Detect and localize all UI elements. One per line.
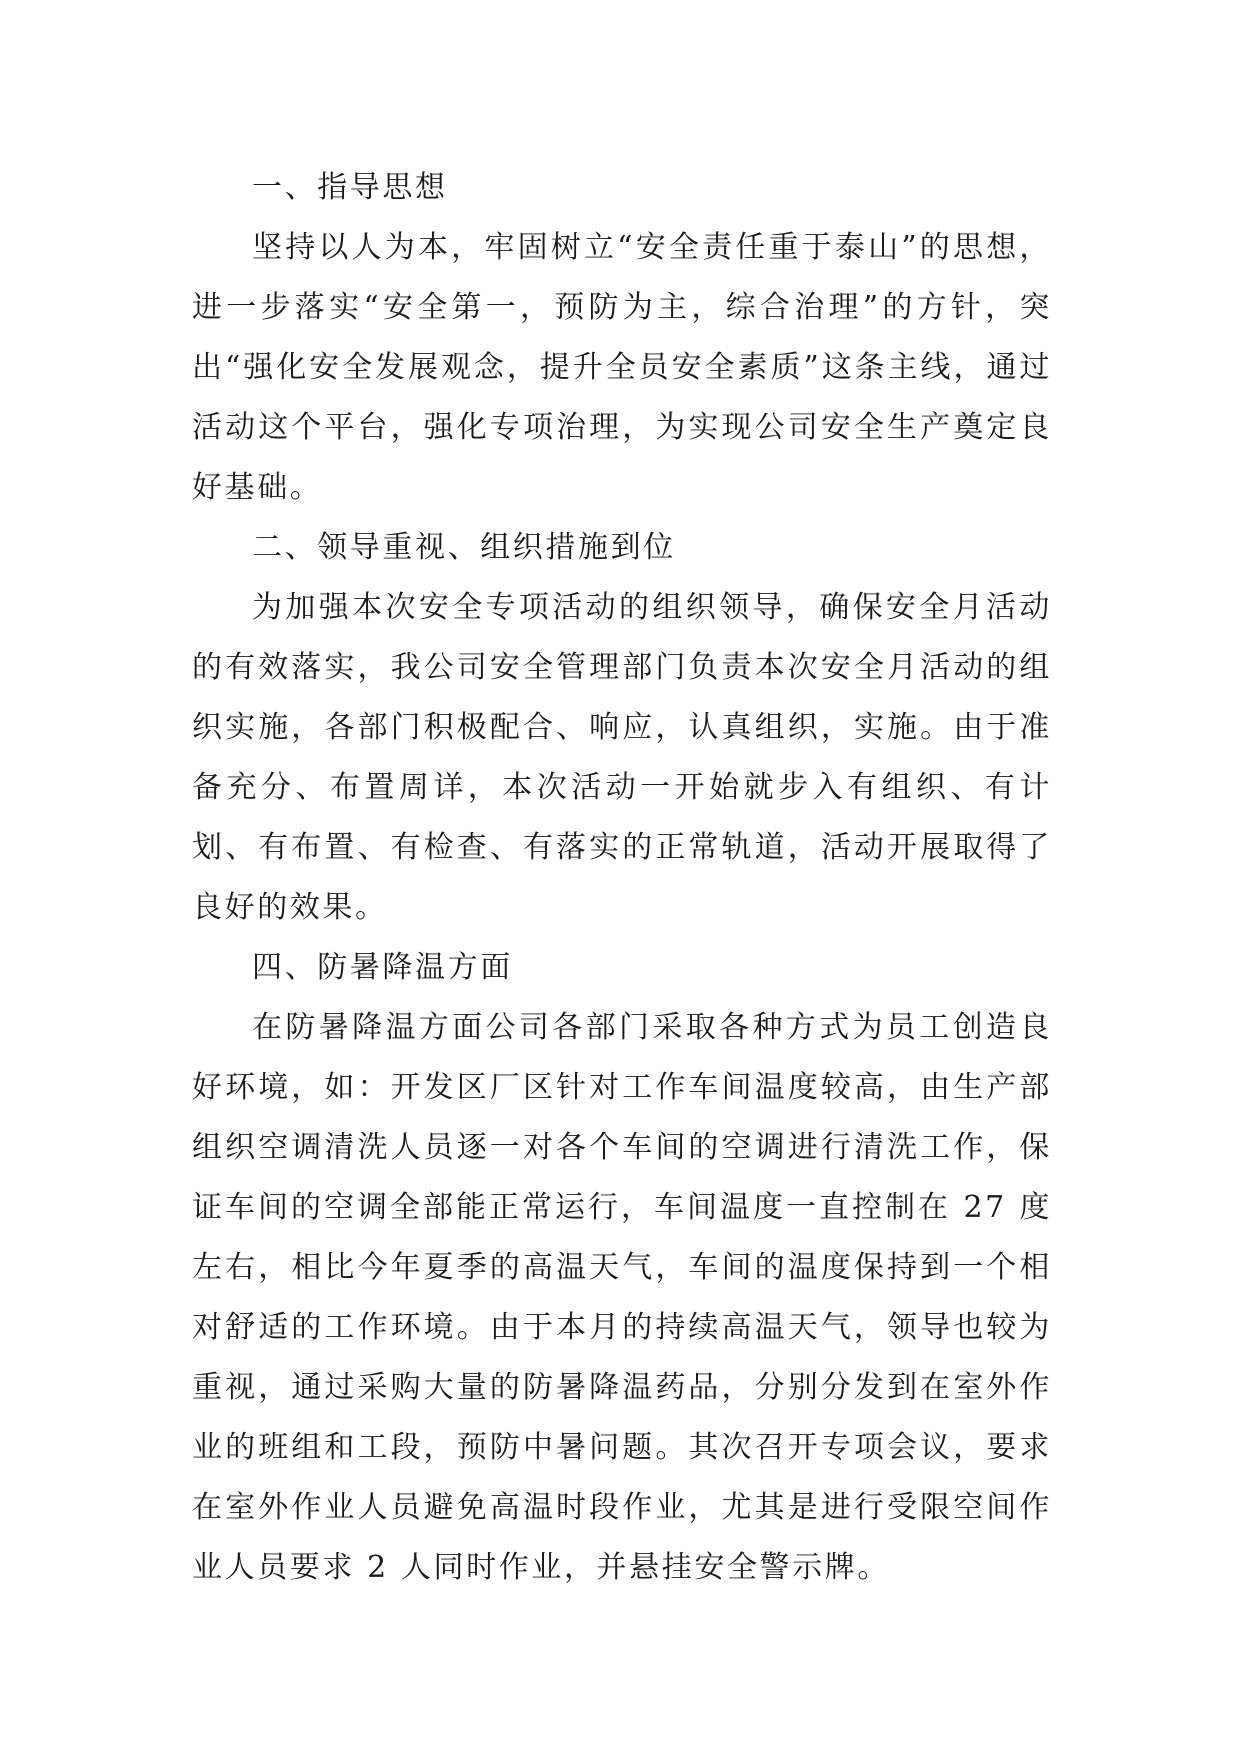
section-paragraph-leadership-organization: 为加强本次安全专项活动的组织领导，确保安全月活动的有效落实，我公司安全管理部门负责本次安全月活动的组织实施，各部门积极配合、响应，认真组织，实施。由于准备充分、布置周详，本次活动一开始就步入有组织、有计划、有布置、有检查、有落实的正常轨道，活动开展取得了良好的效果。	[192, 590, 1052, 925]
section-paragraph-heatstroke-prevention: 在防暑降温方面公司各部门采取各种方式为员工创造良好环境，如：开发区厂区针对工作车间温度较高，由生产部组织空调清洗人员逐一对各个车间的空调进行清洗工作，保证车间的空调全部能正常运行，车间温度一直控制在 27 度左右，相比今年夏季的高温天气，车间的温度保持到一个相对舒适的工作环境。由于本月的持续高温天气，领导也较为重视，通过采购大量的防暑降温药品，分别分发到在室外作业的班组和工段，预防中暑问题。其次召开专项会议，要求在室外作业人员避免高温时段作业，尤其是进行受限空间作业人员要求 2 人同时作业，并悬挂安全警示牌。	[192, 1010, 1052, 1585]
section-heading-leadership-organization: 二、领导重视、组织措施到位	[252, 530, 676, 565]
section-heading-guiding-ideology: 一、指导思想	[252, 170, 448, 205]
document-body	[192, 158, 1052, 1598]
section-paragraph-guiding-ideology: 坚持以人为本，牢固树立“安全责任重于泰山”的思想，进一步落实“安全第一，预防为主，综合治理”的方针，突出“强化安全发展观念，提升全员安全素质”这条主线，通过活动这个平台，强化专项治理，为实现公司安全生产奠定良好基础。	[192, 230, 1052, 505]
section-heading-heatstroke-prevention: 四、防暑降温方面	[252, 950, 513, 985]
